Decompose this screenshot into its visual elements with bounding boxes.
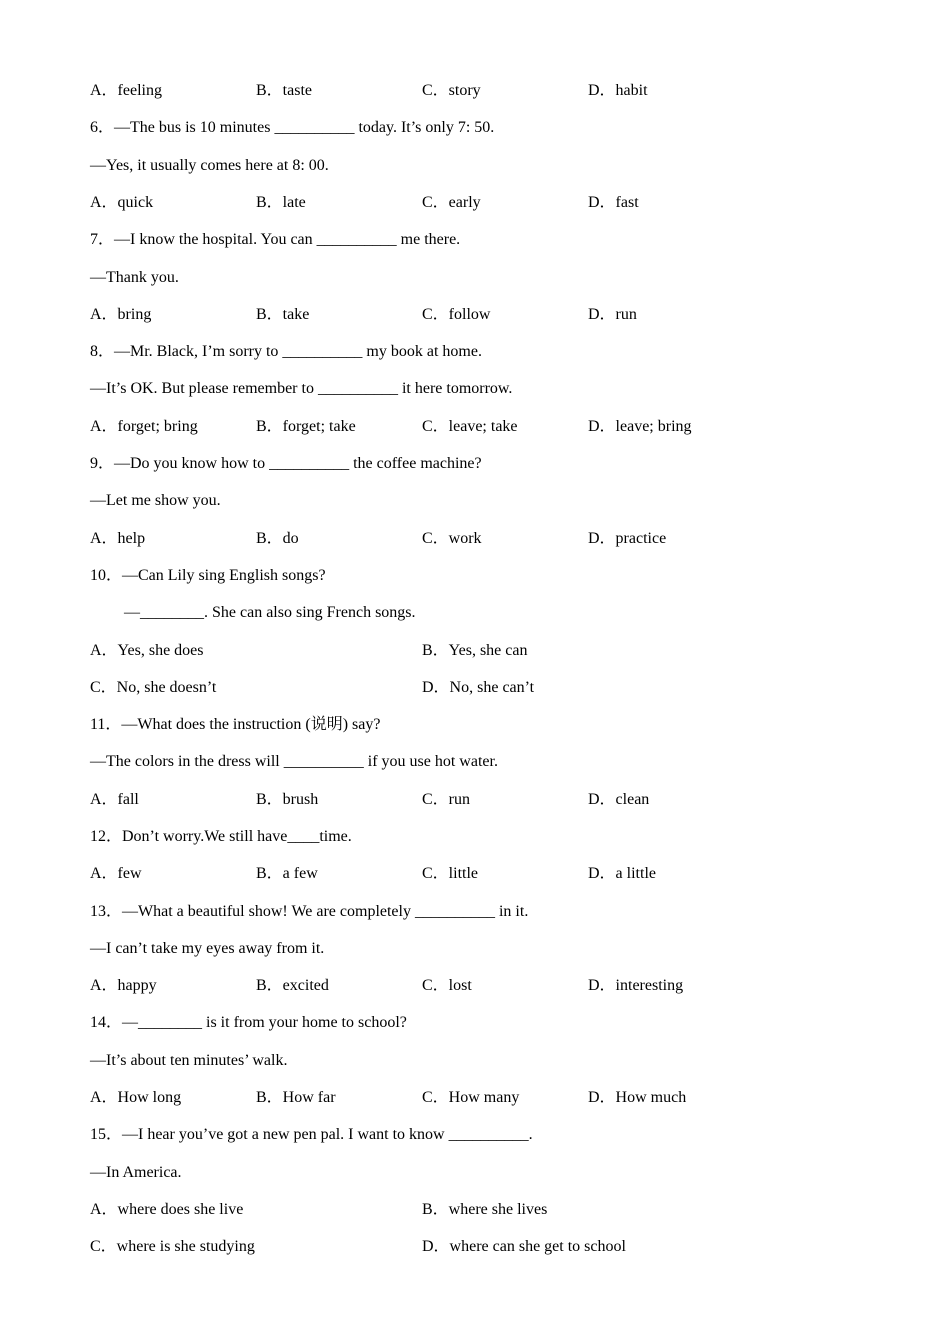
answer-option: A．happy xyxy=(90,977,157,994)
question-answer-line: —________. She can also sing French songs. xyxy=(124,604,416,621)
question-line: 6．—The bus is 10 minutes __________ today. It’s only 7: 50. xyxy=(90,119,495,136)
question-line: —I can’t take my eyes away from it. xyxy=(90,940,325,957)
answer-option: B．taste xyxy=(256,82,312,99)
question-line: 13．—What a beautiful show! We are completely __________ in it. xyxy=(90,903,529,920)
answer-option: A．forget; bring xyxy=(90,418,198,435)
answer-option: A．few xyxy=(90,865,142,882)
answer-option: D．a little xyxy=(588,865,656,882)
answer-option: A．where does she live xyxy=(90,1201,244,1218)
answer-option: C．No, she doesn’t xyxy=(90,679,217,696)
answer-option: D．practice xyxy=(588,530,667,547)
question-line: —Thank you. xyxy=(90,269,179,286)
question-line: —It’s OK. But please remember to __________ it here tomorrow. xyxy=(90,380,513,397)
answer-option: B．a few xyxy=(256,865,318,882)
answer-option: D．habit xyxy=(588,82,648,99)
answer-option: D．interesting xyxy=(588,977,684,994)
question-line: 10．—Can Lily sing English songs? xyxy=(90,567,326,584)
question-line: —Let me show you. xyxy=(90,492,221,509)
answer-option: C．How many xyxy=(422,1089,520,1106)
answer-option: A．help xyxy=(90,530,146,547)
answer-option: C．leave; take xyxy=(422,418,518,435)
answer-option: A．Yes, she does xyxy=(90,642,204,659)
question-line: —The colors in the dress will __________ if you use hot water. xyxy=(90,753,498,770)
answer-option: D．run xyxy=(588,306,637,323)
answer-option: B．take xyxy=(256,306,310,323)
question-line: 9．—Do you know how to __________ the coffee machine? xyxy=(90,455,482,472)
answer-option: B．forget; take xyxy=(256,418,356,435)
answer-option: D．where can she get to school xyxy=(422,1238,626,1255)
answer-option: C．run xyxy=(422,791,471,808)
answer-option: D．clean xyxy=(588,791,650,808)
question-line: 12．Don’t worry.We still have____time. xyxy=(90,828,352,845)
answer-option: A．fall xyxy=(90,791,139,808)
question-line: —It’s about ten minutes’ walk. xyxy=(90,1052,288,1069)
answer-option: B．do xyxy=(256,530,299,547)
question-line: 11．—What does the instruction (说明) say? xyxy=(90,716,381,733)
answer-option: D．How much xyxy=(588,1089,687,1106)
question-line: —In America. xyxy=(90,1164,182,1181)
answer-option: C．early xyxy=(422,194,481,211)
answer-option: A．How long xyxy=(90,1089,182,1106)
answer-option: D．fast xyxy=(588,194,639,211)
answer-option: A．quick xyxy=(90,194,154,211)
answer-option: B．excited xyxy=(256,977,329,994)
answer-option: C．story xyxy=(422,82,481,99)
answer-option: B．brush xyxy=(256,791,319,808)
answer-option: D．No, she can’t xyxy=(422,679,535,696)
answer-option: B．where she lives xyxy=(422,1201,548,1218)
question-line: 8．—Mr. Black, I’m sorry to __________ my book at home. xyxy=(90,343,482,360)
question-line: 14．—________ is it from your home to school? xyxy=(90,1014,407,1031)
answer-option: C．work xyxy=(422,530,482,547)
answer-option: A．feeling xyxy=(90,82,162,99)
answer-option: C．little xyxy=(422,865,479,882)
question-line: 15．—I hear you’ve got a new pen pal. I want to know __________. xyxy=(90,1126,533,1143)
answer-option: C．follow xyxy=(422,306,491,323)
answer-option: D．leave; bring xyxy=(588,418,692,435)
answer-option: B．late xyxy=(256,194,306,211)
answer-option: B．Yes, she can xyxy=(422,642,528,659)
question-line: 7．—I know the hospital. You can __________ me there. xyxy=(90,231,461,248)
answer-option: B．How far xyxy=(256,1089,336,1106)
answer-option: C．where is she studying xyxy=(90,1238,255,1255)
question-line: —Yes, it usually comes here at 8: 00. xyxy=(90,157,329,174)
answer-option: C．lost xyxy=(422,977,472,994)
answer-option: A．bring xyxy=(90,306,152,323)
